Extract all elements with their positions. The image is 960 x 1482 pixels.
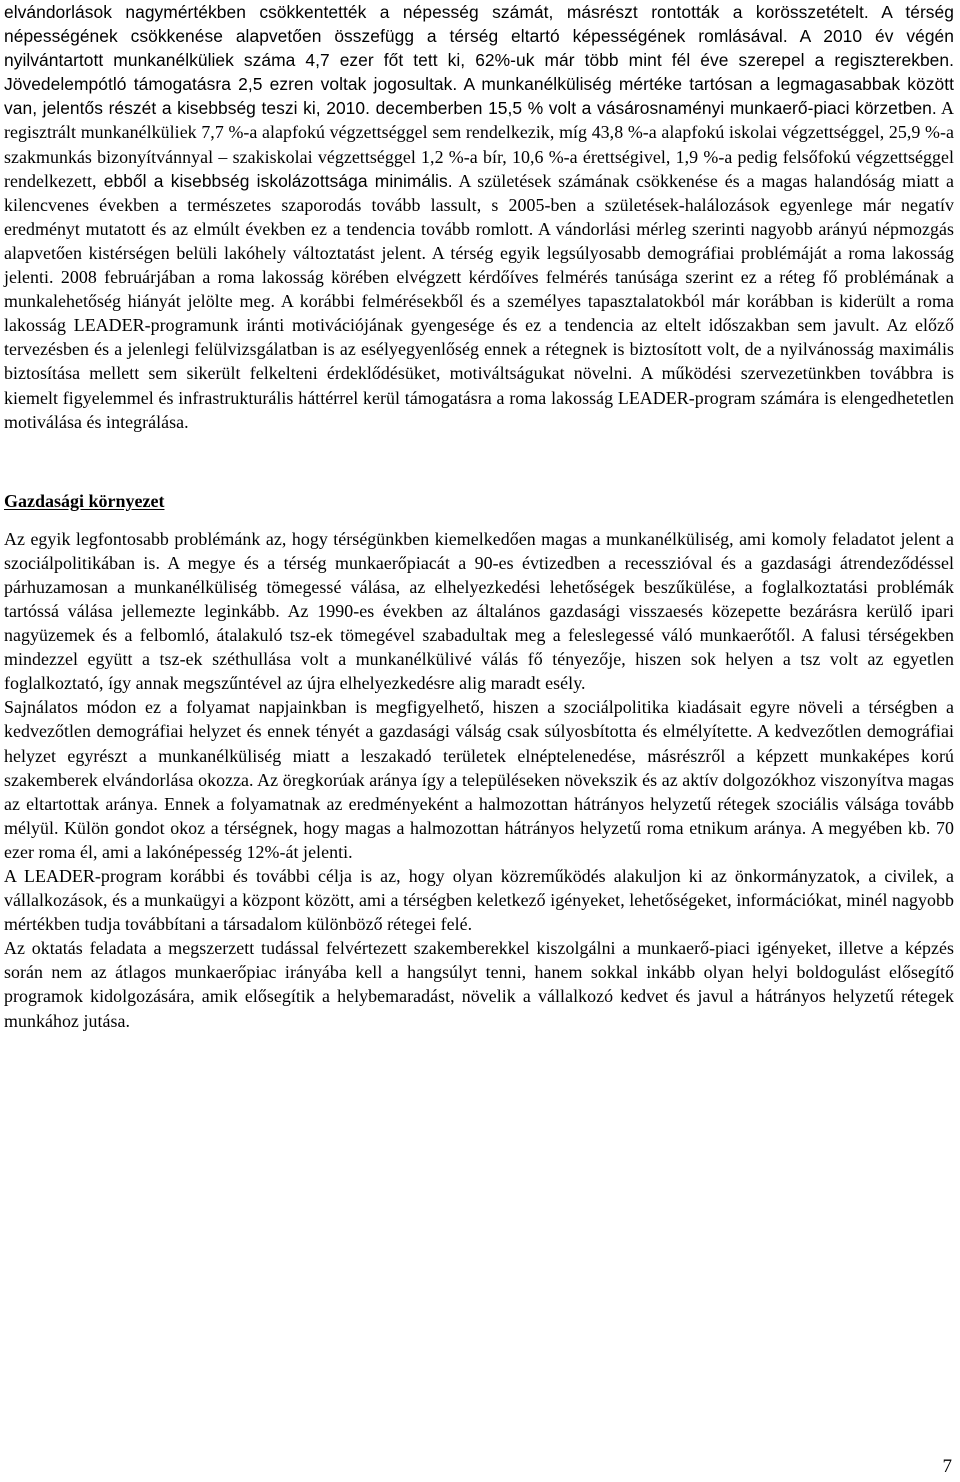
economy-section — [4, 527, 954, 1033]
serif-text-segment: A regisztrált munkanélküliek 7,7 %-a alapfokú végzettséggel sem rendelkezik, míg 43,8 %-a alapfokú iskolai végzettséggel, 25,9 %-a szakmunkás bizonyítvánnyal – szakiskolai végzettséggel 1,2 %-a bír, 10,6 %-a érettségivel, 1,9 %-a pedig felsőfokú végzettséggel rendelkezett, — [4, 98, 954, 191]
paragraph: Az egyik legfontosabb problémánk az, hogy térségünkben kiemelkedően magas a munkanélküliség, ami komoly feladatot jelent a szociálpolitikában is. A megye és a térség munkaerőpiacát a 90-es évtizedben a recesszióval és a gazdasági átrendeződéssel párhuzamosan a munkanélküliség tömegessé válása, az elhelyezkedési lehetőségek beszűkülése, a foglalkoztatási problémák tartóssá válása jellemezte leginkább. Az 1990-es években az általános gazdasági visszaesés közepette bezárásra kerülő ipari nagyüzemek és a felbomló, átalakuló tsz-ek tömegével szabadultak meg a feleslegessé váló munkaerőtől. A falusi térségekben mindezzel együtt a tsz-ek széthullása volt a munkanélkülivé válás fő tényezője, hiszen sok helyen a tsz volt az egyetlen foglalkoztató, így annak megszűntével az újra elhelyezkedésre alig maradt esély. — [4, 528, 954, 694]
section-heading: Gazdasági környezet — [4, 490, 165, 511]
serif-text-segment-2: A születések számának csökkenése és a magas halandóság miatt a kilencvenes években a természetes szaporodás tovább lassult, s 2005-ben a születések-halálozások egyenlege már negatív eredményt mutatott és az elmúlt években ez a tendencia tovább romlott. A vándorlási mérleg szerinti nagyobb arányú népmozgás alapvetően kistérségen belüli lakóhely változtatást jelent. A térség egyik legsúlyosabb demográfiai problémáját a roma lakosság jelenti. 2008 februárjában a roma lakosság körében elvégzett kérdőíves felmérés tanúsága szerint ez a réteg fő problémának a munkalehetőség hiányát jelölte meg. A korábbi felmérésekből és a személyes tapasztalatokból már korábban is kiderült a roma lakosság LEADER-programunk iránti motivációjának gyengesége és ez a tendencia az eltelt időszakban sem javult. Az előző tervezésben és a jelenlegi felülvizsgálatban is az esélyegyenlőség ennek a rétegnek is biztosított volt, de a nyilvánosság maximális biztosítása mellett sem sikerült felkelteni érdeklődésüket, motiváltságukat növelni. A működési szervezetünkben továbbra is kiemelt figyelemmel és infrastrukturális háttérrel kerül támogatásra a roma lakosság LEADER-program számára is elengedhetetlen motiválása és integrálása. — [4, 170, 954, 432]
sans-text-segment: elvándorlások nagymértékben csökkentették a népesség számát, másrészt rontották a korösszetételt. A térség népességének csökkenése alapvetően összefügg a térség eltartó képességének romlásával. A 2010 év végén nyilvántartott munkanélküliek száma 4,7 ezer főt tett ki, 62%-uk már több mint fél éve szerepel a regiszterekben. Jövedelempótló támogatásra 2,5 ezren voltak jogosultak. A munkanélküliség mértéke tartósan a legmagasabbak között van, jelentős részét a kisebbség teszi ki, 2010. decemberben 15,5 % volt a vásárosnaményi munkaerő-piaci körzetben. — [4, 2, 954, 119]
sans-text-segment-2: ebből a kisebbség iskolázottsága minimális. — [96, 170, 453, 191]
intro-section — [4, 0, 954, 434]
paragraph: A LEADER-program korábbi és további célja is az, hogy olyan közreműködés alakuljon ki az önkormányzatok, a civilek, a vállalkozások, és a munkaügyi a központ között, ami a térségben keletkező igényeket, lehetőségeket, információkat, minél nagyobb mértékben tudja továbbítani a társadalom különböző rétegei felé. — [4, 866, 954, 935]
page-number: 7 — [942, 1456, 952, 1477]
paragraph: Sajnálatos módon ez a folyamat napjainkban is megfigyelhető, hiszen a szociálpolitika kiadásait egyre növeli a térségben a kedvezőtlen demográfiai helyzet és ennek tényét a gazdasági válság csak súlyosbította és elmélyítette. A kedvezőtlen demográfiai helyzet egyrészt a munkanélküliség miatt a leszakadó területek elnéptelenedése, másrészről a képzett munkaképes korú szakemberek elvándorlása okozza. Az öregkorúak aránya így a településeken növekszik és az aktív dolgozókhoz viszonyítva magas az eltartottak aránya. Ennek a folyamatnak az eredményeként a halmozottan hátrányos helyzetű rétegek szociális válsága tovább mélyül. Külön gondot okoz a térségnek, hogy magas a halmozottan hátrányos helyzetű roma etnikum aránya. A megyében kb. 70 ezer roma él, ami a lakónépesség 12%-át jelenti. — [4, 697, 954, 862]
continued-paragraph — [4, 0, 954, 434]
paragraph: Az oktatás feladata a megszerzett tudással felvértezett szakemberekkel kiszolgálni a munkaerő-piaci igényeket, illetve a képzés során nem az átlagos munkaerőpiac irányába kell a hangsúlyt tenni, hanem sokkal inkább olyan helyi boldogulást elősegítő programok kidolgozására, amik elősegítik a helybemaradást, növelik a vállalkozó kedvet és javul a hátrányos helyzetű rétegek munkához jutása. — [4, 938, 954, 1031]
